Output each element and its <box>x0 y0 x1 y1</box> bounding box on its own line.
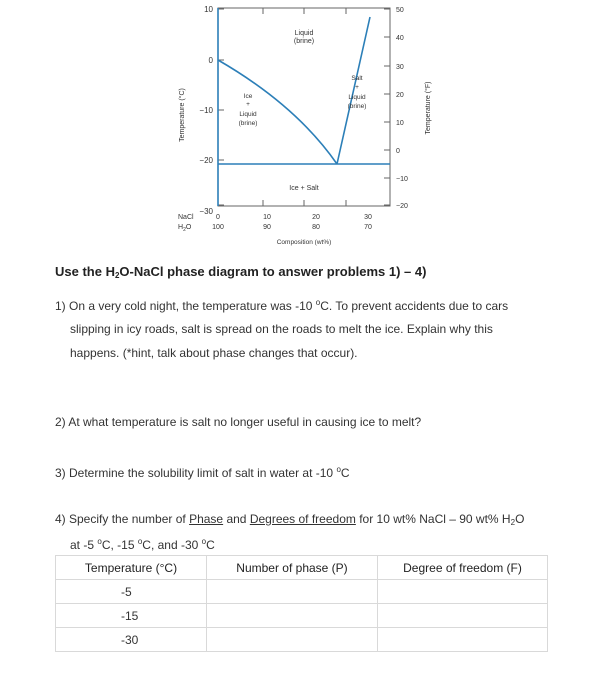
bottom-ticks <box>263 200 346 206</box>
header-degree-of-freedom: Degree of freedom (F) <box>378 556 548 580</box>
region-salt-line4: (brine) <box>347 103 367 110</box>
question-1-line-1: 1) On a very cold night, the temperature was -10 $^o$C. To prevent accidents due to cars <box>55 298 509 313</box>
celsius-tick-minus20: −20 <box>199 156 213 165</box>
region-salt-line3: Liquid <box>348 94 366 101</box>
y-axis-left-title: Temperature (°C) <box>179 88 186 142</box>
phase-diagram <box>0 0 605 260</box>
region-ice-line4: (brine) <box>238 120 258 127</box>
region-ice-line3: Liquid <box>239 111 257 118</box>
nacl-tick-30: 30 <box>364 214 372 221</box>
fahrenheit-ticks <box>384 9 390 205</box>
question-1-line-3: happens. (*hint, talk about phase changes that occur). <box>70 346 358 360</box>
region-salt-line2: + <box>355 84 359 91</box>
region-ice-salt: Ice + Salt <box>289 185 319 192</box>
table-header-row <box>56 556 548 580</box>
question-3: 3) Determine the solubility limit of salt in water at -10 $^o$C <box>55 465 350 480</box>
question-4-line-1: 4) Specify the number of Phase and Degrees of freedom for 10 wt% NaCl – 90 wt% $H_2O$ <box>55 512 525 527</box>
celsius-tick-10: 10 <box>204 5 213 14</box>
header-number-of-phase: Number of phase (P) <box>207 556 378 580</box>
nacl-tick-0: 0 <box>216 214 220 221</box>
question-2: 2) At what temperature is salt no longer useful in causing ice to melt? <box>55 415 422 429</box>
h2o-tick-100: 100 <box>212 224 224 231</box>
temp-cell: -5 <box>56 580 207 604</box>
row-nacl-label: NaCl <box>178 214 194 221</box>
region-salt-line1: Salt <box>351 75 363 82</box>
x-axis-title: Composition (wt%) <box>276 239 332 246</box>
question-4-line-2: at -5 $^o$C, -15 $^o$C, and -30 $^o$C <box>70 537 215 552</box>
temp-cell: -15 <box>56 604 207 628</box>
question-1-line-2: slipping in icy roads, salt is spread on the roads to melt the ice. Explain why this <box>70 322 493 336</box>
h2o-tick-70: 70 <box>364 224 372 231</box>
h2o-tick-90: 90 <box>263 224 271 231</box>
region-ice-line2: + <box>246 101 250 108</box>
phases-cell[interactable] <box>207 580 378 604</box>
dof-cell[interactable] <box>378 628 548 652</box>
phases-cell[interactable] <box>207 604 378 628</box>
dof-cell[interactable] <box>378 580 548 604</box>
fahrenheit-tick-30: 30 <box>396 64 404 71</box>
fahrenheit-tick-minus10: −10 <box>396 176 408 183</box>
fahrenheit-tick-minus20: −20 <box>396 203 408 210</box>
top-ticks <box>263 8 346 14</box>
table-row <box>56 604 548 628</box>
celsius-tick-minus10: −10 <box>199 106 213 115</box>
dof-cell[interactable] <box>378 604 548 628</box>
table-row <box>56 628 548 652</box>
row-h2o-label: $H_2O$ <box>178 224 192 233</box>
nacl-tick-20: 20 <box>312 214 320 221</box>
fahrenheit-tick-20: 20 <box>396 92 404 99</box>
fahrenheit-tick-40: 40 <box>396 35 404 42</box>
phases-cell[interactable] <box>207 628 378 652</box>
liquidus-ice-curve <box>218 60 337 164</box>
celsius-tick-minus30: −30 <box>199 207 213 216</box>
celsius-ticks <box>218 9 224 205</box>
table-row <box>56 580 548 604</box>
header-temperature: Temperature (°C) <box>56 556 207 580</box>
answer-table <box>55 555 548 652</box>
worksheet-heading: Use the $H_2O$-NaCl phase diagram to answer problems 1) – 4) <box>55 264 427 280</box>
fahrenheit-tick-10: 10 <box>396 120 404 127</box>
h2o-tick-80: 80 <box>312 224 320 231</box>
fahrenheit-tick-50: 50 <box>396 7 404 14</box>
celsius-tick-0: 0 <box>208 56 213 65</box>
region-liquid-line2: (brine) <box>293 38 315 45</box>
region-liquid-line1: Liquid <box>294 30 314 37</box>
salt-solubility-line <box>337 17 370 164</box>
region-ice-line1: Ice <box>243 93 253 100</box>
temp-cell: -30 <box>56 628 207 652</box>
fahrenheit-tick-0: 0 <box>396 148 400 155</box>
nacl-tick-10: 10 <box>263 214 271 221</box>
y-axis-right-title: Temperature (°F) <box>425 81 432 135</box>
